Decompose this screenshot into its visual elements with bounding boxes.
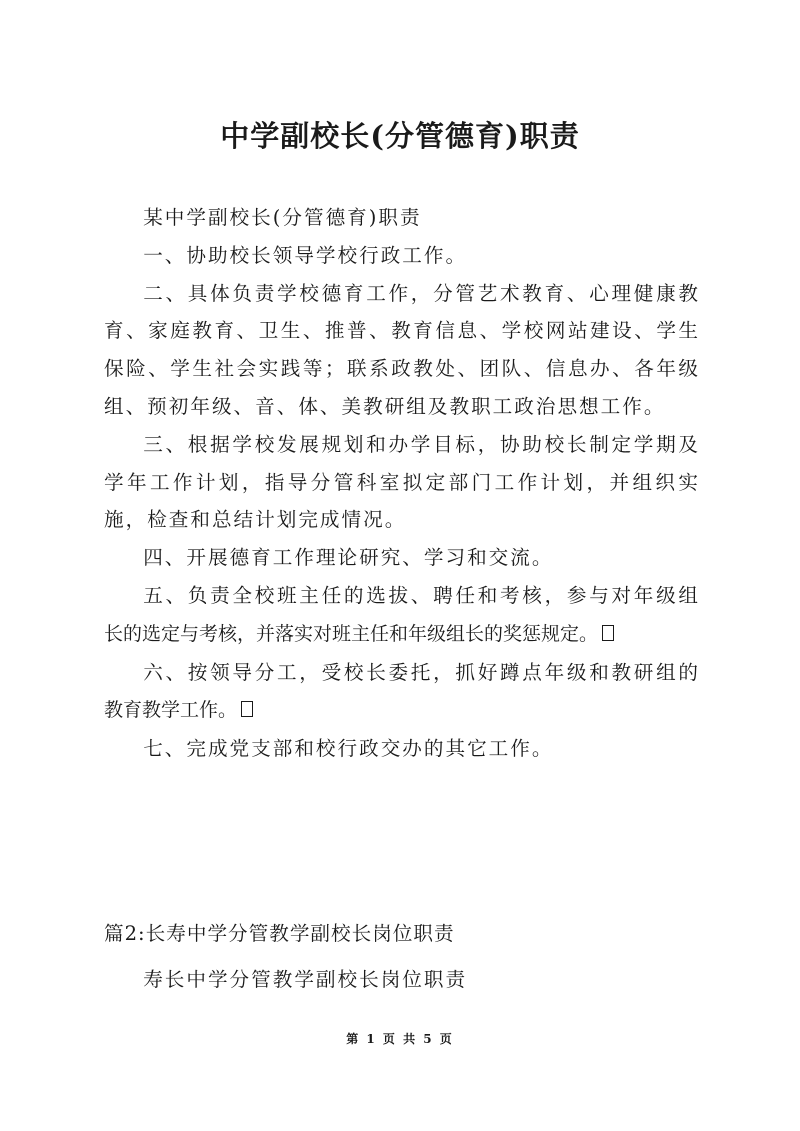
paragraph-item-3: 三、根据学校发展规划和办学目标，协助校长制定学期及学年工作计划，指导分管科室拟定部门工作计划，并组织实施，检查和总结计划完成情况。 <box>104 432 700 532</box>
paragraph-item-5-line-2: 长的选定与考核，并落实对班主任和年级组长的奖惩规定。 <box>104 622 599 645</box>
missing-glyph-box-icon <box>241 701 253 717</box>
paragraph-item-5 <box>104 577 700 654</box>
paragraph-item-6-line-2: 教育教学工作。 <box>104 699 238 722</box>
paragraph-item-4: 四、开展德育工作理论研究、学习和交流。 <box>143 546 554 570</box>
missing-glyph-box-icon <box>602 625 614 641</box>
section-2 <box>104 915 700 999</box>
paragraph-item-1: 一、协助校长领导学校行政工作。 <box>143 243 468 267</box>
paragraph-heading: 某中学副校长(分管德育)职责 <box>143 206 422 229</box>
section-2-subtitle: 寿长中学分管教学副校长岗位职责 <box>143 967 468 991</box>
paragraph-item-2: 二、具体负责学校德育工作，分管艺术教育、心理健康教育、家庭教育、卫生、推普、教育信息、学校网站建设、学生保险、学生社会实践等；联系政教处、团队、信息办、各年级组、预初年级、音、体、美教研组及教职工政治思想工作。 <box>104 281 700 418</box>
document-body <box>104 199 700 768</box>
paragraph-item-7: 七、完成党支部和校行政交办的其它工作。 <box>143 737 554 761</box>
document-title: 中学副校长(分管德育)职责 <box>220 119 580 153</box>
page-number-footer: 第 1 页 共 5 页 <box>346 1032 454 1046</box>
section-2-title: 篇2:长寿中学分管教学副校长岗位职责 <box>104 922 455 945</box>
paragraph-item-6 <box>104 654 700 731</box>
paragraph-item-5-line-1: 五、负责全校班主任的选拔、聘任和考核，参与对年级组 <box>143 583 700 607</box>
paragraph-item-6-line-1: 六、按领导分工，受校长委托，抓好蹲点年级和教研组的 <box>143 660 700 684</box>
